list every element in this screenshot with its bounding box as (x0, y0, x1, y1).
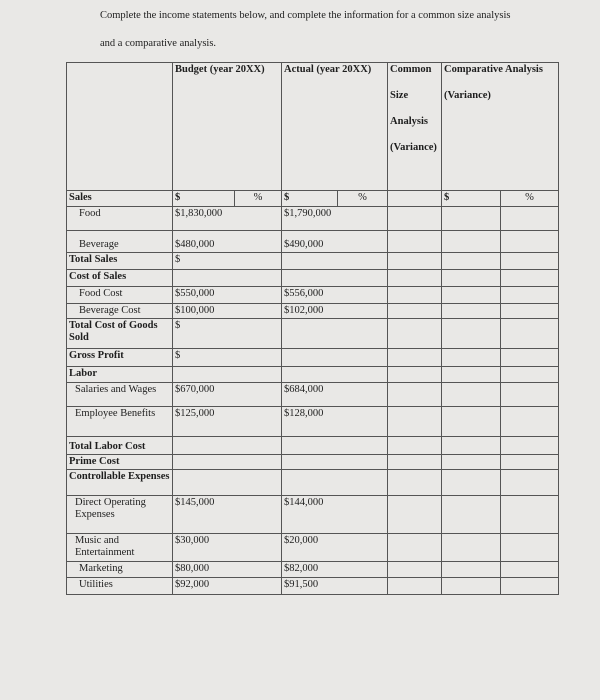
table-row (67, 578, 559, 595)
row-label-controllable: Controllable Expenses (67, 470, 173, 496)
comparative-percent-cell[interactable] (501, 455, 559, 470)
instructions-line-1: Complete the income statements below, and complete the information for a common size analysis (100, 10, 511, 21)
table-row (67, 349, 559, 367)
comparative-dollar-cell[interactable] (442, 455, 501, 470)
comparative-dollar-cell[interactable] (442, 367, 501, 383)
comparative-percent-cell[interactable] (501, 407, 559, 437)
header-row (67, 63, 559, 191)
comparative-dollar-cell[interactable] (442, 407, 501, 437)
common-size-cell[interactable] (388, 383, 442, 407)
table-row (67, 367, 559, 383)
budget-cell[interactable] (173, 455, 282, 470)
table-row (67, 496, 559, 534)
table-row (67, 455, 559, 470)
common-size-cell[interactable] (388, 270, 442, 287)
common-size-cell[interactable] (388, 562, 442, 578)
row-label-food: Food (67, 207, 173, 231)
actual-percent: % (338, 191, 388, 207)
actual-cell[interactable] (282, 319, 388, 349)
table-row (67, 270, 559, 287)
utilities-actual: $91,500 (282, 578, 388, 595)
comparative-percent-cell[interactable] (501, 253, 559, 270)
salaries-actual: $684,000 (282, 383, 388, 407)
table-row (67, 407, 559, 437)
total-sales-budget: $ (173, 253, 282, 270)
common-size-line: Size (390, 90, 409, 101)
table-row (67, 304, 559, 319)
row-label-salaries: Salaries and Wages (67, 383, 173, 407)
table-row (67, 383, 559, 407)
table-row (67, 534, 559, 562)
benefits-budget: $125,000 (173, 407, 282, 437)
total-cogs-budget: $ (173, 319, 282, 349)
table-row (67, 562, 559, 578)
food-budget: $1,830,000 (173, 207, 282, 231)
beverage-cost-actual: $102,000 (282, 304, 388, 319)
music-budget: $30,000 (173, 534, 282, 562)
actual-cell[interactable] (282, 470, 388, 496)
actual-dollar: $ (282, 191, 338, 207)
comparative-dollar-cell[interactable] (442, 287, 501, 304)
table-row (67, 207, 559, 231)
marketing-actual: $82,000 (282, 562, 388, 578)
gross-profit-budget: $ (173, 349, 282, 367)
comparative-percent-cell[interactable] (501, 231, 559, 253)
comparative-dollar-cell[interactable] (442, 578, 501, 595)
comparative-dollar-cell[interactable] (442, 562, 501, 578)
label-header (67, 63, 173, 191)
food-actual: $1,790,000 (282, 207, 388, 231)
row-label-utilities: Utilities (67, 578, 173, 595)
comparative-dollar: $ (442, 191, 501, 207)
common-size-cell[interactable] (388, 253, 442, 270)
comparative-percent-cell[interactable] (501, 383, 559, 407)
common-size-cell[interactable] (388, 455, 442, 470)
common-size-cell[interactable] (388, 231, 442, 253)
salaries-budget: $670,000 (173, 383, 282, 407)
actual-header: Actual (year 20XX) (282, 63, 388, 191)
budget-cell[interactable] (173, 470, 282, 496)
music-actual: $20,000 (282, 534, 388, 562)
budget-dollar: $ (173, 191, 235, 207)
row-label-cost-of-sales: Cost of Sales (67, 270, 173, 287)
common-size-cell[interactable] (388, 470, 442, 496)
comparative-dollar-cell[interactable] (442, 496, 501, 534)
comparative-percent-cell[interactable] (501, 287, 559, 304)
common-size-cell[interactable] (388, 534, 442, 562)
budget-cell[interactable] (173, 367, 282, 383)
row-label-labor: Labor (67, 367, 173, 383)
table-row (67, 437, 559, 455)
comparative-dollar-cell[interactable] (442, 304, 501, 319)
common-size-cell[interactable] (388, 407, 442, 437)
comparative-dollar-cell[interactable] (442, 349, 501, 367)
table-row (67, 231, 559, 253)
common-size-cell[interactable] (388, 349, 442, 367)
instructions-line-2: and a comparative analysis. (100, 38, 217, 49)
budget-cell[interactable] (173, 270, 282, 287)
comparative-dollar-cell[interactable] (442, 383, 501, 407)
common-size-cell[interactable] (388, 304, 442, 319)
row-label-music: Music and Entertainment (67, 534, 173, 562)
direct-operating-actual: $144,000 (282, 496, 388, 534)
budget-header: Budget (year 20XX) (173, 63, 282, 191)
table-row (67, 253, 559, 270)
food-cost-actual: $556,000 (282, 287, 388, 304)
comparative-line: Comparative Analysis (444, 64, 543, 75)
table-row (67, 287, 559, 304)
comparative-percent: % (501, 191, 559, 207)
food-cost-budget: $550,000 (173, 287, 282, 304)
row-label-beverage: Beverage (67, 231, 173, 253)
row-label-total-labor: Total Labor Cost (67, 437, 173, 455)
row-label-direct-operating: Direct Operating Expenses (67, 496, 173, 534)
income-statement-table (66, 62, 559, 595)
row-label-sales: Sales (67, 191, 173, 207)
common-size-cell[interactable] (388, 191, 442, 207)
comparative-percent-cell[interactable] (501, 496, 559, 534)
marketing-budget: $80,000 (173, 562, 282, 578)
common-size-cell[interactable] (388, 578, 442, 595)
comparative-dollar-cell[interactable] (442, 207, 501, 231)
beverage-cost-budget: $100,000 (173, 304, 282, 319)
direct-operating-budget: $145,000 (173, 496, 282, 534)
comparative-dollar-cell[interactable] (442, 231, 501, 253)
table-row (67, 319, 559, 349)
common-size-cell[interactable] (388, 367, 442, 383)
comparative-dollar-cell[interactable] (442, 437, 501, 455)
comparative-percent-cell[interactable] (501, 270, 559, 287)
comparative-percent-cell[interactable] (501, 349, 559, 367)
comparative-dollar-cell[interactable] (442, 253, 501, 270)
comparative-dollar-cell[interactable] (442, 270, 501, 287)
row-label-gross-profit: Gross Profit (67, 349, 173, 367)
comparative-line: (Variance) (444, 90, 491, 101)
budget-percent: % (235, 191, 282, 207)
comparative-dollar-cell[interactable] (442, 470, 501, 496)
table-row (67, 470, 559, 496)
comparative-percent-cell[interactable] (501, 207, 559, 231)
beverage-actual: $490,000 (282, 231, 388, 253)
actual-cell[interactable] (282, 455, 388, 470)
actual-cell[interactable] (282, 437, 388, 455)
comparative-percent-cell[interactable] (501, 470, 559, 496)
benefits-actual: $128,000 (282, 407, 388, 437)
common-size-cell[interactable] (388, 437, 442, 455)
common-size-cell[interactable] (388, 287, 442, 304)
row-label-prime-cost: Prime Cost (67, 455, 173, 470)
total-sales-actual-cell[interactable] (282, 253, 388, 270)
common-size-cell[interactable] (388, 496, 442, 534)
beverage-budget: $480,000 (173, 231, 282, 253)
comparative-percent-cell[interactable] (501, 437, 559, 455)
comparative-percent-cell[interactable] (501, 304, 559, 319)
common-size-line: Analysis (390, 116, 428, 127)
actual-cell[interactable] (282, 270, 388, 287)
comparative-dollar-cell[interactable] (442, 319, 501, 349)
table-row (67, 191, 559, 207)
common-size-line: (Variance) (390, 142, 437, 153)
row-label-benefits: Employee Benefits (67, 407, 173, 437)
comparative-percent-cell[interactable] (501, 578, 559, 595)
row-label-food-cost: Food Cost (67, 287, 173, 304)
comparative-header (442, 63, 559, 191)
budget-cell[interactable] (173, 437, 282, 455)
row-label-beverage-cost: Beverage Cost (67, 304, 173, 319)
common-size-cell[interactable] (388, 319, 442, 349)
comparative-percent-cell[interactable] (501, 319, 559, 349)
common-size-cell[interactable] (388, 207, 442, 231)
row-label-total-sales: Total Sales (67, 253, 173, 270)
utilities-budget: $92,000 (173, 578, 282, 595)
comparative-percent-cell[interactable] (501, 367, 559, 383)
common-size-header (388, 63, 442, 191)
comparative-dollar-cell[interactable] (442, 534, 501, 562)
actual-cell[interactable] (282, 349, 388, 367)
common-size-line: Common (390, 64, 432, 75)
row-label-marketing: Marketing (67, 562, 173, 578)
comparative-percent-cell[interactable] (501, 534, 559, 562)
actual-cell[interactable] (282, 367, 388, 383)
comparative-percent-cell[interactable] (501, 562, 559, 578)
row-label-total-cogs: Total Cost of Goods Sold (67, 319, 173, 349)
